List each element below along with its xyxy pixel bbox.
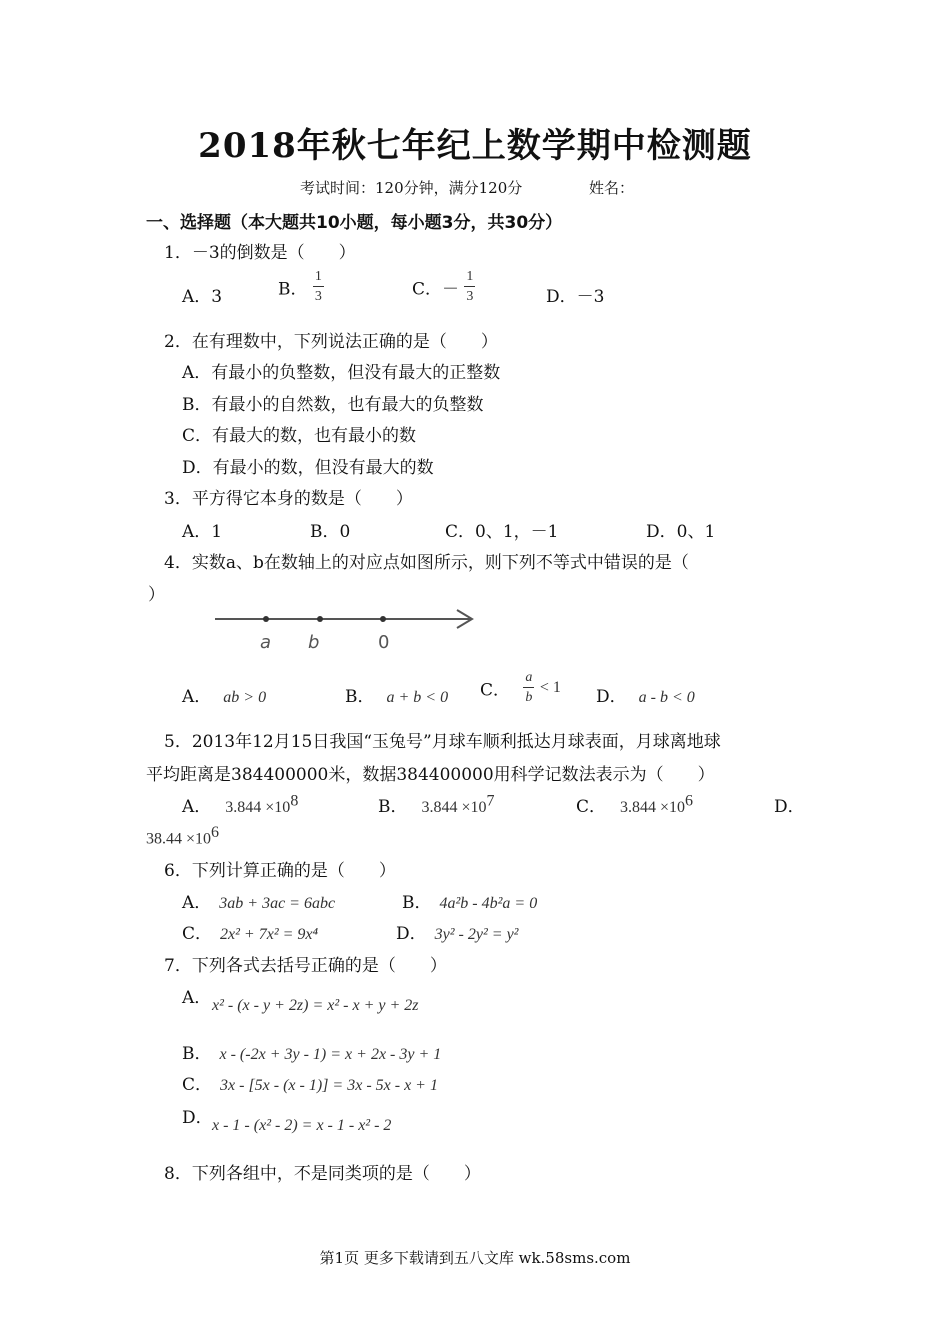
q4-c-den: b [525,690,533,705]
q5-option-c [576,792,693,817]
q2-option-d: D．有最小的数，但没有最大的数 [182,458,434,478]
q1-b-den: 3 [314,289,322,304]
q5-c-exp: 6 [685,792,694,810]
question-5-stem-line1: 5．2013年12月15日我国“玉兔号”月球车顺利抵达月球表面，月球离地球 [164,732,721,752]
question-1-stem: 1．－3的倒数是（ ） [164,243,356,263]
q6-c-label: C． [182,924,213,944]
q1-c-fraction [464,270,475,304]
q5-a-exp: 8 [290,792,299,810]
question-8-stem: 8．下列各组中，不是同类项的是（ ） [164,1164,481,1184]
q4-d-expr: a - b < 0 [638,689,695,706]
q4-a-label: A． [182,687,212,707]
q4-option-d [596,682,695,707]
q3-option-a: A．1 [182,522,223,542]
page-footer: 第1页 更多下载请到五八文库 wk.58sms.com [319,1249,631,1267]
q7-c-expr: 3x - [5x - (x - 1)] = 3x - 5x - x + 1 [220,1077,438,1094]
q4-c-label: C． [480,680,511,701]
q3-option-c: C．0、1，－1 [445,522,559,542]
q7-b-label: B． [182,1044,212,1064]
q1-b-label: B． [278,279,308,300]
q5-option-b [378,792,495,817]
q6-a-expr: 3ab + 3ac = 6abc [219,895,336,912]
q1-option-a: A．3 [182,287,223,307]
q6-d-label: D． [396,924,427,944]
q4-option-b [345,682,448,707]
q7-b-expr: x - (-2x + 3y - 1) = x + 2x - 3y + 1 [219,1046,442,1063]
q1-c-num: 1 [464,270,475,287]
point-a [263,616,269,622]
question-4-stem-line2: ） [148,585,165,605]
q4-c-fraction [523,671,534,705]
q4-b-label: B． [345,687,375,707]
q1-c-den: 3 [466,289,474,304]
q5-option-d [146,824,219,849]
q6-b-label: B． [402,893,432,913]
exam-info [300,177,634,198]
q1-b-num: 1 [313,270,324,287]
q7-c-label: C． [182,1075,213,1095]
q3-option-d: D．0、1 [646,522,716,542]
q1-option-c [412,270,475,304]
q6-c-expr: 2x² + 7x² = 9x⁴ [220,926,319,943]
q5-d-exp: 6 [211,824,220,841]
question-3-stem: 3．平方得它本身的数是（ ） [164,489,413,509]
question-4-stem-line1: 4．实数a、b在数轴上的对应点如图所示，则下列不等式中错误的是（ [164,553,689,573]
q6-b-expr: 4a²b - 4b²a = 0 [439,895,538,912]
q6-option-c [182,919,318,944]
question-7-stem: 7．下列各式去括号正确的是（ ） [164,956,447,976]
q1-option-b [278,270,324,304]
q6-option-d [396,919,518,944]
q4-a-expr: ab > 0 [223,689,267,706]
question-2-stem: 2．在有理数中，下列说法正确的是（ ） [164,332,498,352]
q7-option-d-label: D． [182,1108,213,1128]
q4-option-c [480,671,561,705]
q7-option-a-expr: x² - (x - y + 2z) = x² - x + y + 2z [212,997,419,1014]
q4-c-num: a [523,671,534,688]
q6-d-expr: 3y² - 2y² = y² [434,926,519,943]
q6-a-label: A． [182,893,212,913]
question-5-stem-line2: 平均距离是384400000米，数据384400000用科学记数法表示为（ ） [146,765,715,785]
q4-option-a [182,682,266,707]
question-6-stem: 6．下列计算正确的是（ ） [164,861,396,881]
q4-b-expr: a + b < 0 [386,689,449,706]
label-zero: 0 [378,632,390,653]
q2-option-c: C．有最大的数，也有最小的数 [182,426,417,446]
page-title: 2018年秋七年纪上数学期中检测题 [198,126,752,166]
q7-option-a-label: A． [182,988,212,1008]
q2-option-a: A．有最小的负整数，但没有最大的正整数 [182,363,501,383]
q1-c-label: C．－ [412,279,460,300]
q5-d-base: 38.44 ×10 [146,830,212,848]
label-a: a [260,632,272,653]
q5-b-label: B． [378,797,408,817]
point-b [317,616,323,622]
q5-option-d-label: D． [774,797,805,817]
q5-c-label: C． [576,797,607,817]
name-field-label: 姓名： [589,179,635,197]
q5-a-label: A． [182,797,212,817]
q5-c-base: 3.844 ×10 [620,799,686,816]
q6-option-b [402,888,537,913]
q4-c-rest: < 1 [539,679,561,696]
q4-d-label: D． [596,687,627,707]
q5-b-exp: 7 [486,792,495,810]
q3-option-b: B．0 [310,522,351,542]
q1-b-fraction [313,270,324,304]
q5-a-base: 3.844 ×10 [225,799,291,816]
label-b: b [308,632,320,653]
q5-option-a [182,792,298,817]
q7-option-b [182,1039,441,1064]
q7-option-d-expr: x - 1 - (x² - 2) = x - 1 - x² - 2 [212,1117,392,1134]
q2-option-b: B．有最小的自然数，也有最大的负整数 [182,395,484,415]
q1-option-d: D．－3 [546,287,605,307]
q7-option-c [182,1070,438,1095]
point-zero [380,616,386,622]
exam-time: 考试时间：120分钟，满分120分 [300,179,523,197]
number-line-figure [205,604,485,656]
q5-b-base: 3.844 ×10 [421,799,487,816]
q6-option-a [182,888,335,913]
section-heading: 一、选择题（本大题共10小题，每小题3分，共30分） [146,213,563,233]
